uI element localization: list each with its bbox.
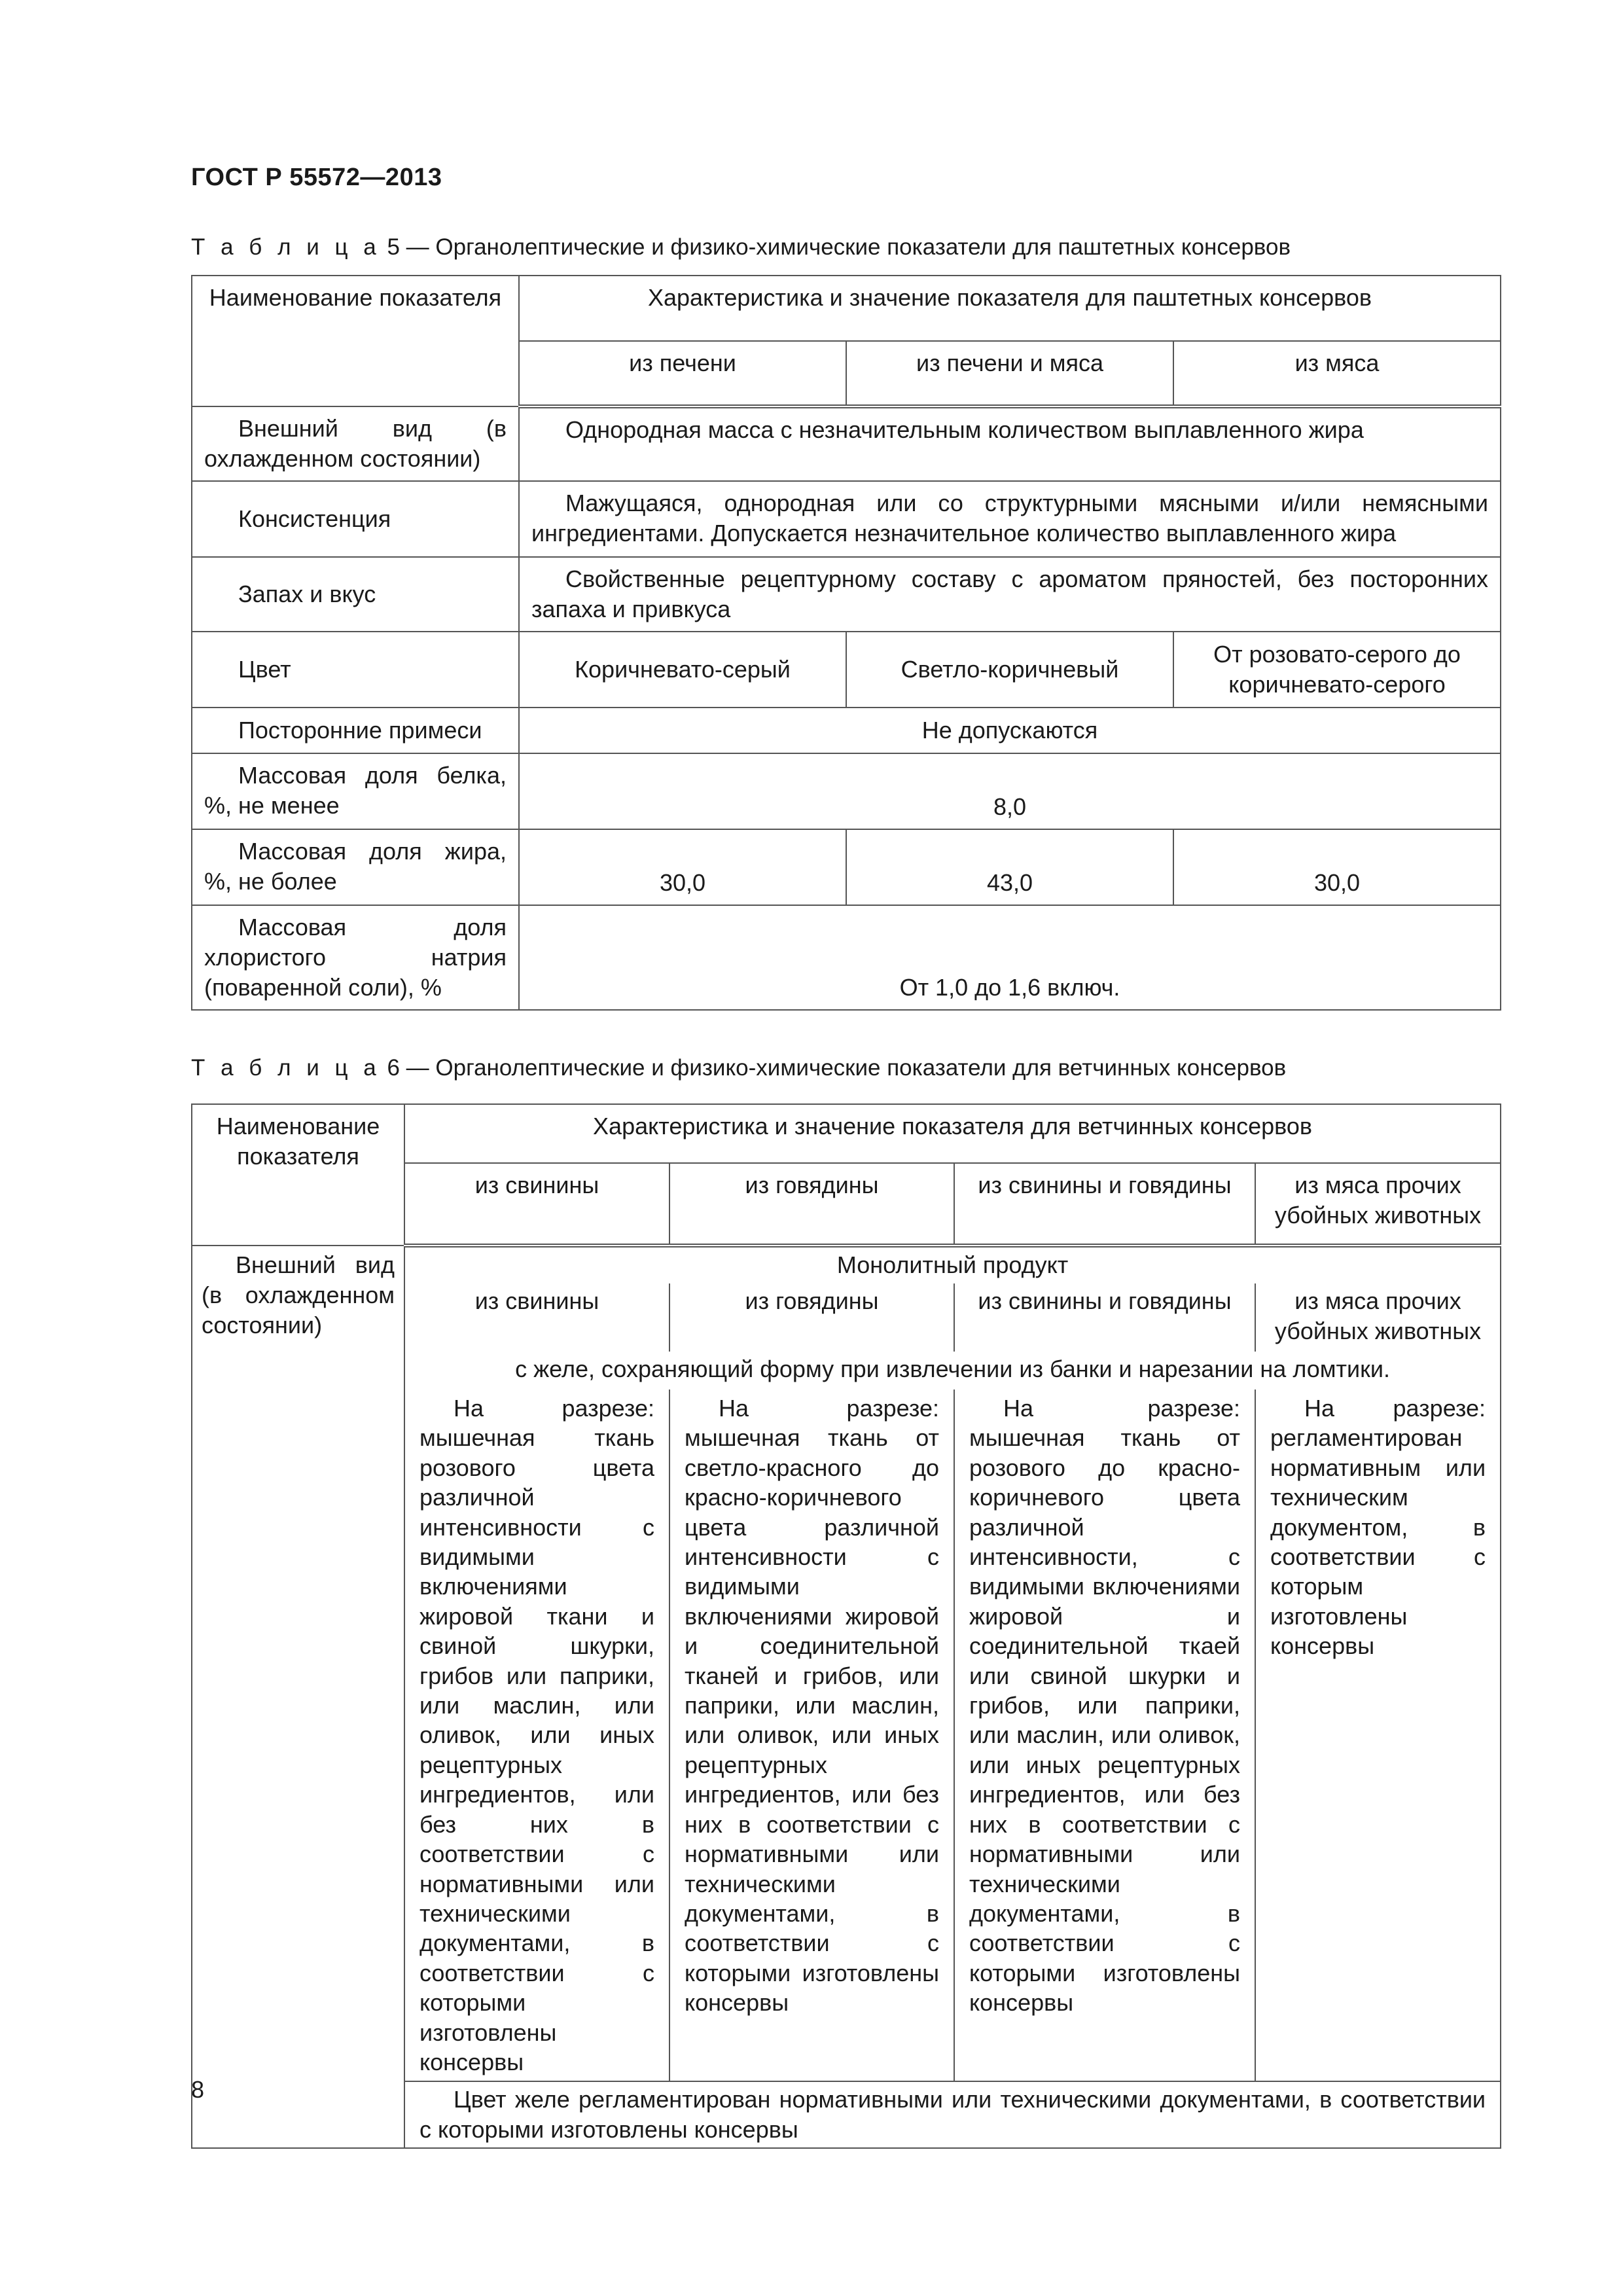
- row-value: 43,0: [846, 829, 1173, 905]
- document-id: ГОСТ Р 55572—2013: [191, 164, 442, 191]
- table6-sub-other: из мяса прочих убойных животных: [1255, 1163, 1501, 1246]
- table6-sub-beef: из говядины: [669, 1163, 954, 1246]
- table5-sub-meat: из мяса: [1173, 341, 1501, 406]
- cut-text: На разрезе: мышечная ткань от светло-красного до красно-коричневого цвета различной интенсивности с видимыми включениями жировой и соединительной тканей и грибов, или паприки, или маслин, или оливок, или иных рецептурных ингредиентов, или без них в соответствии с нормативными или техническими документами, в соответствии с которыми изготовлены консервы: [669, 1390, 954, 2081]
- page-number: 8: [191, 2076, 205, 2103]
- row-label: Посторонние примеси: [192, 708, 519, 753]
- row-label: Запах и вкус: [192, 557, 519, 632]
- table6-caption: [191, 1055, 1286, 1081]
- row-value: Не допускаются: [519, 708, 1501, 753]
- table6-sub-pork-beef: из свинины и говядины: [954, 1163, 1255, 1246]
- row-value: Мажущаяся, однородная или со структурными мясными и/или немясными ингредиентами. Допускается незначительное количество выплавленного жира: [519, 481, 1501, 557]
- row-value: От 1,0 до 1,6 включ.: [519, 905, 1501, 1010]
- row-value: Коричневато-серый: [519, 632, 846, 708]
- table6-caption-word: Т а б л и ц а: [191, 1055, 381, 1081]
- table-row: [192, 753, 1501, 829]
- row-label: Массовая доля жира, %, не более: [192, 829, 519, 905]
- row-value: 30,0: [1173, 829, 1501, 905]
- table6-caption-num: 6: [387, 1055, 400, 1081]
- row-label: Внешний вид (в охлажденном состоянии): [192, 406, 519, 481]
- table-row: [192, 708, 1501, 753]
- table5-header-group: Характеристика и значение показателя для паштетных консервов: [519, 276, 1501, 341]
- table6-caption-text: — Органолептические и физико-химические показатели для ветчинных консервов: [406, 1055, 1287, 1081]
- row-value: 30,0: [519, 829, 846, 905]
- row-value: 8,0: [519, 753, 1501, 829]
- row-label: Массовая доля белка, %, не менее: [192, 753, 519, 829]
- table6-sub-pork: из свинины: [404, 1163, 669, 1246]
- appearance-sub: из свинины: [404, 1283, 669, 1352]
- appearance-sub: из мяса прочих убойных животных: [1255, 1283, 1501, 1352]
- table-row: [192, 632, 1501, 708]
- table-row: [192, 406, 1501, 481]
- row-label: Консистенция: [192, 481, 519, 557]
- monolith-text: Монолитный продукт: [404, 1246, 1501, 1283]
- appearance-sub: из свинины и говядины: [954, 1283, 1255, 1352]
- row-label: Внешний вид (в охлажденном состоянии): [192, 1246, 404, 2148]
- table5-sub-liver: из печени: [519, 341, 846, 406]
- table5-sub-liver-meat: из печени и мяса: [846, 341, 1173, 406]
- table-row: [192, 829, 1501, 905]
- row-value: Однородная масса с незначительным количеством выплавленного жира: [519, 406, 1501, 481]
- row-value: Светло-коричневый: [846, 632, 1173, 708]
- table-row: [192, 481, 1501, 557]
- table6-header-group: Характеристика и значение показателя для ветчинных консервов: [404, 1104, 1501, 1163]
- jelly-text: с желе, сохраняющий форму при извлечении из банки и нарезании на ломтики.: [404, 1352, 1501, 1390]
- table5-caption-word: Т а б л и ц а: [191, 234, 381, 260]
- cut-text: На разрезе: мышечная ткань розового цвета различной интенсивности с видимыми включениями жировой ткани и свиной шкурки, грибов или паприки, или маслин, или оливок, или иных рецептурных ингредиентов, или без них в соответствии с нормативными или техническими документами, в соответствии с которыми изготовлены консервы: [404, 1390, 669, 2081]
- table5-caption-num: 5: [387, 234, 400, 260]
- appearance-sub: из говядины: [669, 1283, 954, 1352]
- table5-caption-text: — Органолептические и физико-химические показатели для паштетных консервов: [406, 234, 1291, 260]
- table5-header-name: Наименование показателя: [192, 276, 519, 406]
- table5-caption: [191, 234, 1291, 260]
- table5: [191, 275, 1501, 1011]
- table-row: [192, 557, 1501, 632]
- table6-header-name: Наименование показателя: [192, 1104, 404, 1246]
- row-label: Цвет: [192, 632, 519, 708]
- jelly-color-text: Цвет желе регламентирован нормативными или техническими документами, в соответствии с которыми изготовлены консервы: [404, 2081, 1501, 2148]
- cut-text: На разрезе: мышечная ткань от розового до красно-коричневого цвета различной интенсивности, с видимыми включениями жировой и соединительной ткаей или свиной шкурки и грибов, или паприки, или маслин, или оливок, или иных рецептурных ингредиентов, или без них в соответствии с нормативными или техническими документами, в соответствии с которыми изготовлены консервы: [954, 1390, 1255, 2081]
- table6: [191, 1103, 1501, 2149]
- row-value: Свойственные рецептурному составу с ароматом пряностей, без посторонних запаха и привкуса: [519, 557, 1501, 632]
- row-label: Массовая доля хлористого натрия (поваренной соли), %: [192, 905, 519, 1010]
- row-value: От розовато-серого до коричневато-серого: [1173, 632, 1501, 708]
- cut-text: На разрезе: регламентирован нормативным или техническим документом, в соответствии с которым изготовлены консервы: [1255, 1390, 1501, 2081]
- table-row: [192, 905, 1501, 1010]
